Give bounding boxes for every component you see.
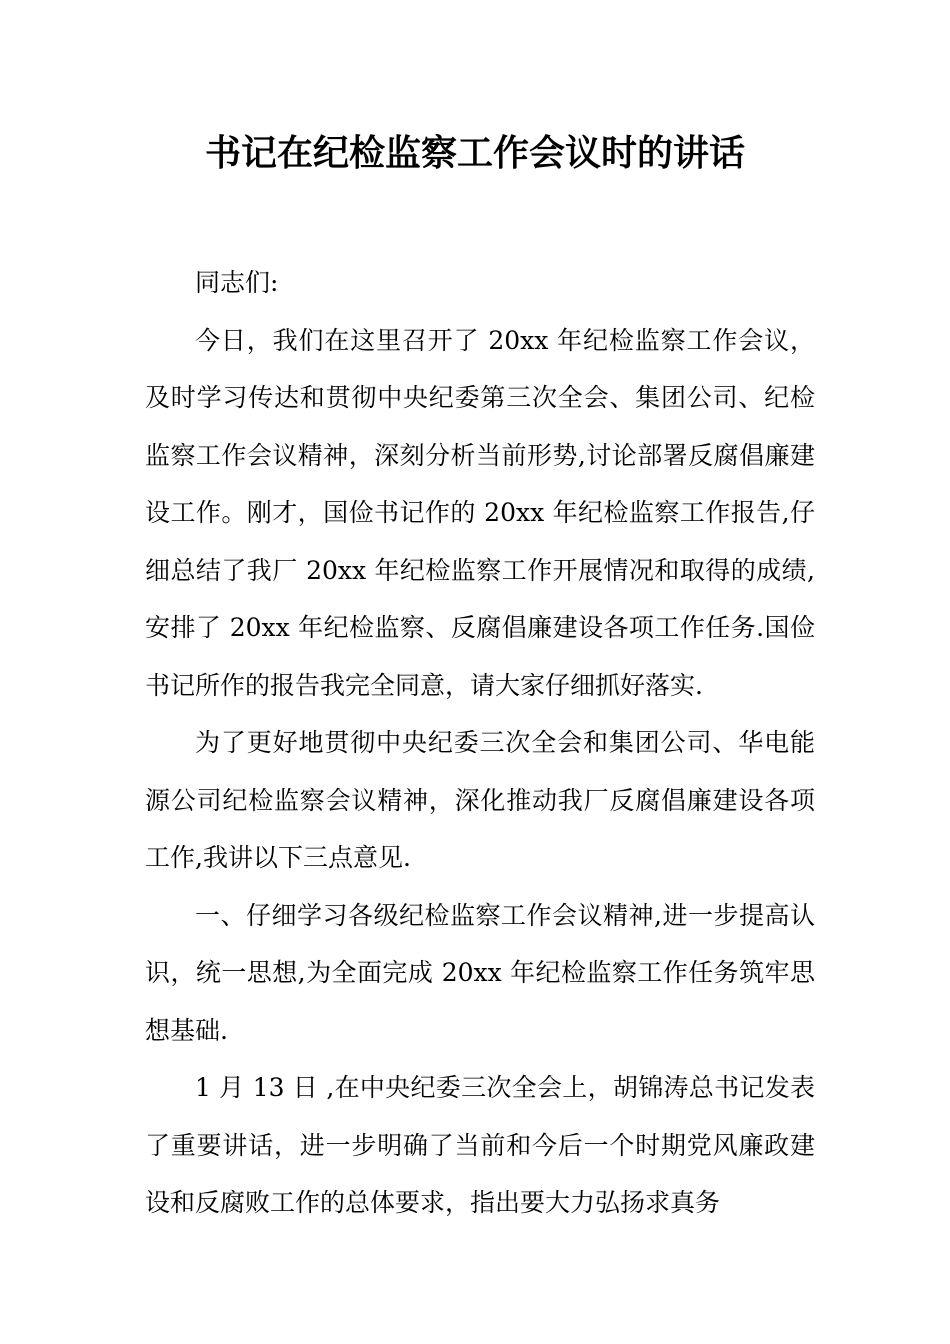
paragraph-opening: 今日，我们在这里召开了 20xx 年纪检监察工作会议，及时学习传达和贯彻中央纪委第三次全会、集团公司、纪检监察工作会议精神，深刻分析当前形势,讨论部署反腐倡廉建设工作。刚才，国俭书记作的 20xx 年纪检监察工作报告,仔细总结了我厂 20xx 年纪检监察工作开展情况和取得的成绩,安排了 20xx 年纪检监察、反腐倡廉建设各项工作任务.国俭书记所作的报告我完全同意，请大家仔细抓好落实. [145,325,815,700]
document-title: 书记在纪检监察工作会议时的讲话 [204,132,745,174]
paragraph-point-one-heading: 一、仔细学习各级纪检监察工作会议精神,进一步提高认识，统一思想,为全面完成 20xx 年纪检监察工作任务筑牢思想基础. [145,900,815,1045]
paragraph-purpose: 为了更好地贯彻中央纪委三次全会和集团公司、华电能源公司纪检监察会议精神，深化推动我厂反腐倡廉建设各项工作,我讲以下三点意见. [145,728,815,872]
paragraph-point-one-body: 1 月 13 日 ,在中央纪委三次全会上，胡锦涛总书记发表了重要讲话，进一步明确了当前和今后一个时期党风廉政建设和反腐败工作的总体要求，指出要大力弘扬求真务 [145,1073,815,1217]
paragraph-salutation: 同志们: [195,268,279,297]
document-body [145,254,815,1232]
